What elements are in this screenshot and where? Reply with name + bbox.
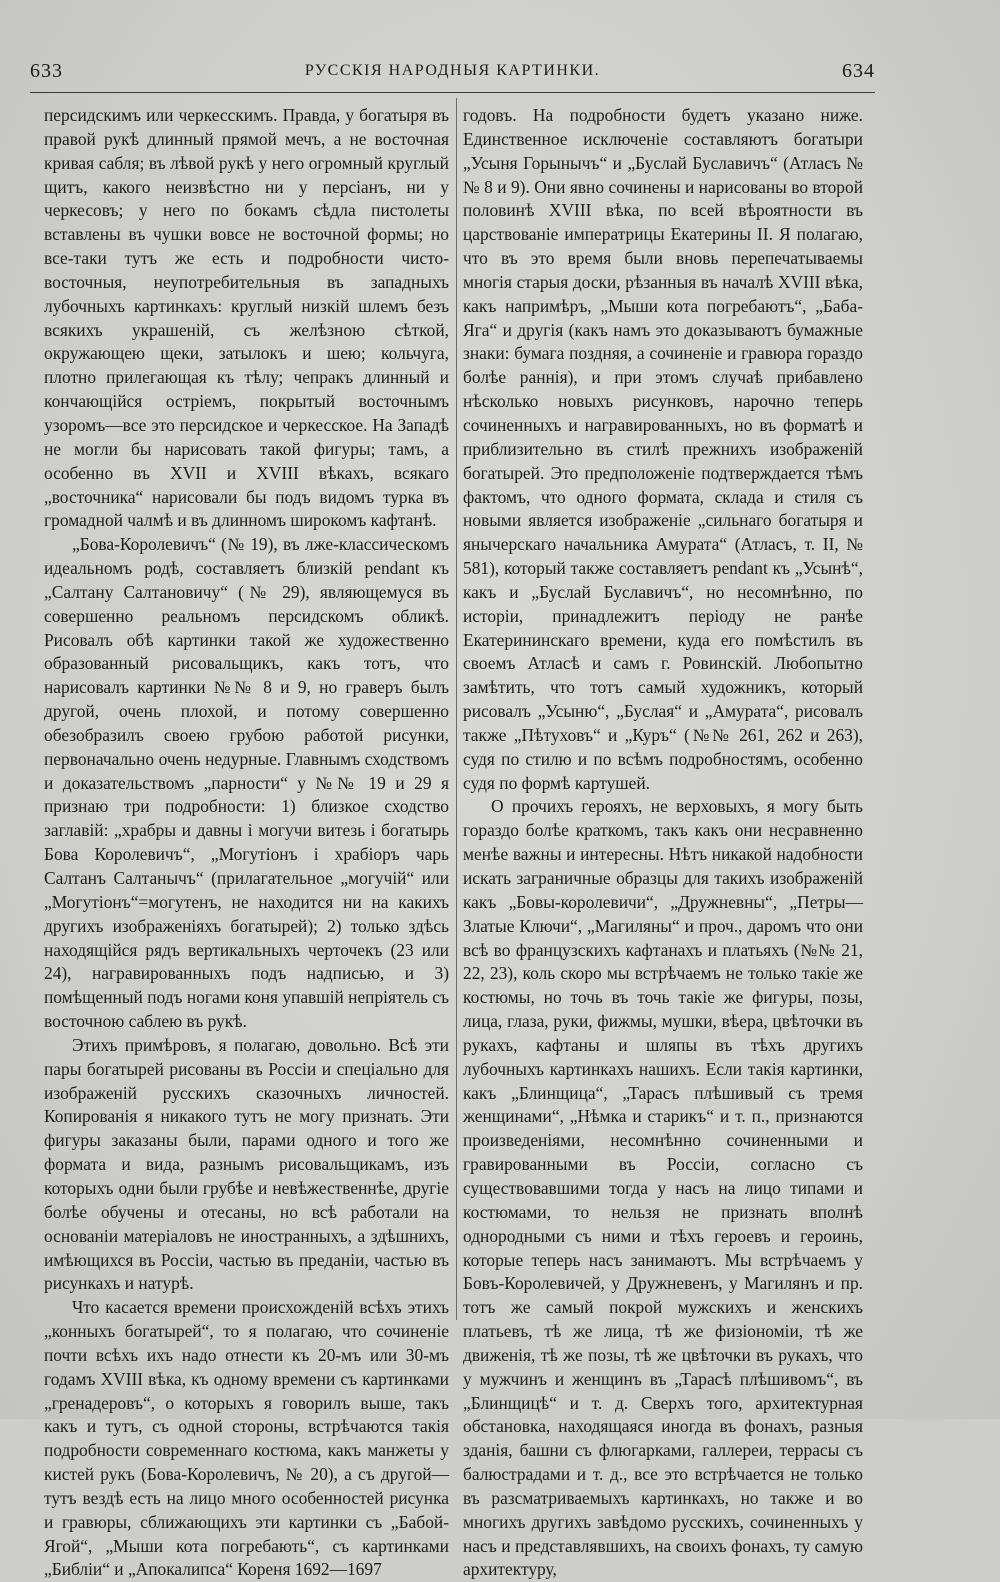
paragraph: О прочихъ герояхъ, не верховыхъ, я могу быть гораздо болѣе краткомъ, такъ какъ они несравненно менѣе важны и интересны. Нѣтъ никакой надобности искать заграничные образцы для такихъ изображеній какъ „Бовы-королевичи“, „Дружневны“, „Петры—Златые Ключи“, „Магиляны“ и проч., даромъ что они всѣ во французскихъ кафтанахъ и платьяхъ (№№ 21, 22, 23), коль скоро мы встрѣчаемъ не только такіе же костюмы, но точь въ точь такіе же фигуры, позы, лица, глаза, руки, фижмы, мушки, вѣера, цвѣточки въ рукахъ, кафтаны и шляпы въ тѣхъ другихъ лубочныхъ картинкахъ нашихъ. Если такія картинки, какъ „Блинщица“, „Тарасъ плѣшивый съ тремя женщинами“, „Нѣмка и старикъ“ и т. п., признаются произведеніями, несомнѣнно сочиненными и гравированными въ Россіи, согласно съ существовавшими тогда у насъ на лицо типами и костюмами, то нельзя не признать вполнѣ однородными съ ними и тѣхъ героевъ и героинь, которые теперь насъ занимаютъ. Мы встрѣчаемъ у Бовъ-Королевичей, у Дружневенъ, у Магилянъ и пр. тотъ же самый покрой мужскихъ и женскихъ платьевъ, тѣ же лица, тѣ же физіономіи, тѣ же движенія, тѣ же позы, тѣ же цвѣточки въ рукахъ, что у мужчинъ и женщинъ въ „Тарасѣ плѣшивомъ“, въ „Блинщицѣ“ и т. д. Сверхъ того, архитектурная обстановка, находящаяся иногда въ фонахъ, разныя зданія, башни съ флюгарками, галлереи, террасы съ балюстрадами и т. д., все это встрѣчается не только въ разсматриваемыхъ картинкахъ, но также и во многихъ другихъ завѣдомо русскихъ, сочиненныхъ у насъ и представлявшихъ, на своихъ фонахъ, ту самую архитектуру, <box>463 796 863 1580</box>
column-divider <box>456 98 457 1320</box>
paragraph: годовъ. На подробности будетъ указано ниже. Единственное исключеніе составляютъ богатыри „Усыня Горынычъ“ и „Буслай Буславичъ“ (Атласъ №№ 8 и 9). Они явно сочинены и нарисованы во второй половинѣ XVIII вѣка, по всей вѣроятности въ царствованіе императрицы Екатерины II. Я полагаю, что въ это время были вновь перепечатываемы многія старыя доски, рѣзанныя въ началѣ XVIII вѣка, какъ напримѣръ, „Мыши кота погребаютъ“, „Баба-Яга“ и другія (какъ намъ это доказываютъ бумажные знаки: бумага поздняя, а сочиненіе и гравюра гораздо болѣе раннія), и при этомъ случаѣ прибавлено нѣсколько новыхъ рисунковъ, нарочно теперь сочиненныхъ и награвированныхъ, но въ форматѣ и приблизительно въ стилѣ прежнихъ изображеній богатырей. Это предположеніе подтверждается тѣмъ фактомъ, что одного формата, склада и стиля съ новыми является изображеніе „сильнаго богатыря и янычерскаго начальника Амурата“ (Атласъ, т. II, № 581), который также составляетъ pendant къ „Усынѣ“, какъ и „Буслай Буславичъ“, но несомнѣнно, по исторіи, принадлежитъ періоду не ранѣе Екатерининскаго времени, куда его помѣстилъ въ своемъ Атласѣ и самъ г. Ровинскій. Любопытно замѣтить, что тотъ самый художникъ, который рисовалъ „Усыню“, „Буслая“ и „Амурата“, рисовалъ также „Пѣтуховъ“ и „Куръ“ (№№ 261, 262 и 263), судя по стилю и по всѣмъ подробностямъ, особенно судя по формѣ картушей. <box>463 105 863 793</box>
running-header <box>30 60 875 90</box>
left-column <box>44 104 449 1580</box>
paragraph: Этихъ примѣровъ, я полагаю, довольно. Всѣ эти пары богатырей рисованы въ Россіи и спеціально для изображеній русскихъ сказочныхъ личностей. Копированія я никакого тутъ не могу признать. Эти фигуры заказаны были, парами одного и того же формата и вида, разнымъ рисовальщикамъ, изъ которыхъ одни были грубѣе и невѣжественнѣе, другіе болѣе обучены и отесаны, но всѣ работали на основаніи матеріаловъ не иностранныхъ, а здѣшнихъ, имѣющихся въ Россіи, частью въ преданіи, частью въ рисункахъ и натурѣ. <box>44 1034 449 1294</box>
right-page-number: 634 <box>842 60 875 82</box>
left-page-number: 633 <box>30 60 63 82</box>
running-title: РУССКІЯ НАРОДНЫЯ КАРТИНКИ. <box>304 62 601 79</box>
header-rule <box>30 92 875 93</box>
right-column <box>463 104 863 1580</box>
paragraph: „Бова-Королевичъ“ (№ 19), въ лже-классическомъ идеальномъ родѣ, составляетъ близкій pendant къ „Салтану Салтановичу“ (№ 29), являющемуся въ совершенно реальномъ персидскомъ обликѣ. Рисовалъ обѣ картинки такой же художественно образованный рисовальщикъ, какъ тотъ, что нарисовалъ картинки №№ 8 и 9, но граверъ былъ другой, очень плохой, и потому совершенно обезобразилъ своею грубою работой рисунки, первоначально очень недурные. Главнымъ сходствомъ и доказательствомъ „парности“ у №№ 19 и 29 я признаю три подробности: 1) близкое сходство заглавій: „храбры и давны і могучи витезь і богатырь Бова Королевичъ“, „Могутіонъ і храбіоръ чарь Салтанъ Салтанычъ“ (прилагательное „могучій“ или „Могутіонъ“=могутенъ, не находится ни на какихъ другихъ изображеніяхъ богатырей); 2) только здѣсь находящійся рядъ вертикальныхъ черточекъ (23 или 24), награвированныхъ подъ надписью, и 3) помѣщенный подъ ногами коня упавшій непріятель съ восточною саблею въ рукѣ. <box>44 534 449 1032</box>
paragraph: Что касается времени происхожденій всѣхъ этихъ „конныхъ богатырей“, то я полагаю, что сочиненіе почти всѣхъ ихъ надо отнести къ 20-мъ или 30-мъ годамъ XVIII вѣка, къ одному времени съ картинками „гренадеровъ“, о которыхъ я говорилъ выше, такъ какъ и тутъ, съ одной стороны, встрѣчаются такія подробности современнаго костюма, какъ манжеты у кистей рукъ (Бова-Королевичъ, № 20), а съ другой—тутъ вездѣ есть на лицо много особенностей рисунка и гравюры, сближающихъ эти картинки съ „Бабой-Ягой“, „Мыши кота погребають“, съ картинками „Библіи“ и „Апокалипса“ Кореня 1692—1697 <box>44 1297 449 1580</box>
paragraph: персидскимъ или черкесскимъ. Правда, у богатыря въ правой рукѣ длинный прямой мечъ, а не восточная кривая сабля; въ лѣвой рукѣ у него огромный круглый щитъ, какого неизвѣстно ни у персіанъ, ни у черкесовъ; у него по бокамъ сѣдла пистолеты вставлены въ чушки вовсе не восточной формы; но все-таки тутъ же есть и подробности чисто-восточныя, неупотребительныя въ западныхъ лубочныхъ картинкахъ: круглый низкій шлемъ безъ всякихъ украшеній, съ желѣзною сѣткой, окружающею щеки, затылокъ и шею; кольчуга, плотно прилегающая къ тѣлу; чепракъ длинный и кончающійся остріемъ, покрытый восточнымъ узоромъ—все это персидское и черкесское. На Западѣ не могли бы нарисовать такой фигуры; тамъ, а особенно въ XVII и XVIII вѣкахъ, всякаго „восточника“ нарисовали бы подъ видомъ турка въ громадной чалмѣ и въ длинномъ широкомъ кафтанѣ. <box>44 105 449 531</box>
